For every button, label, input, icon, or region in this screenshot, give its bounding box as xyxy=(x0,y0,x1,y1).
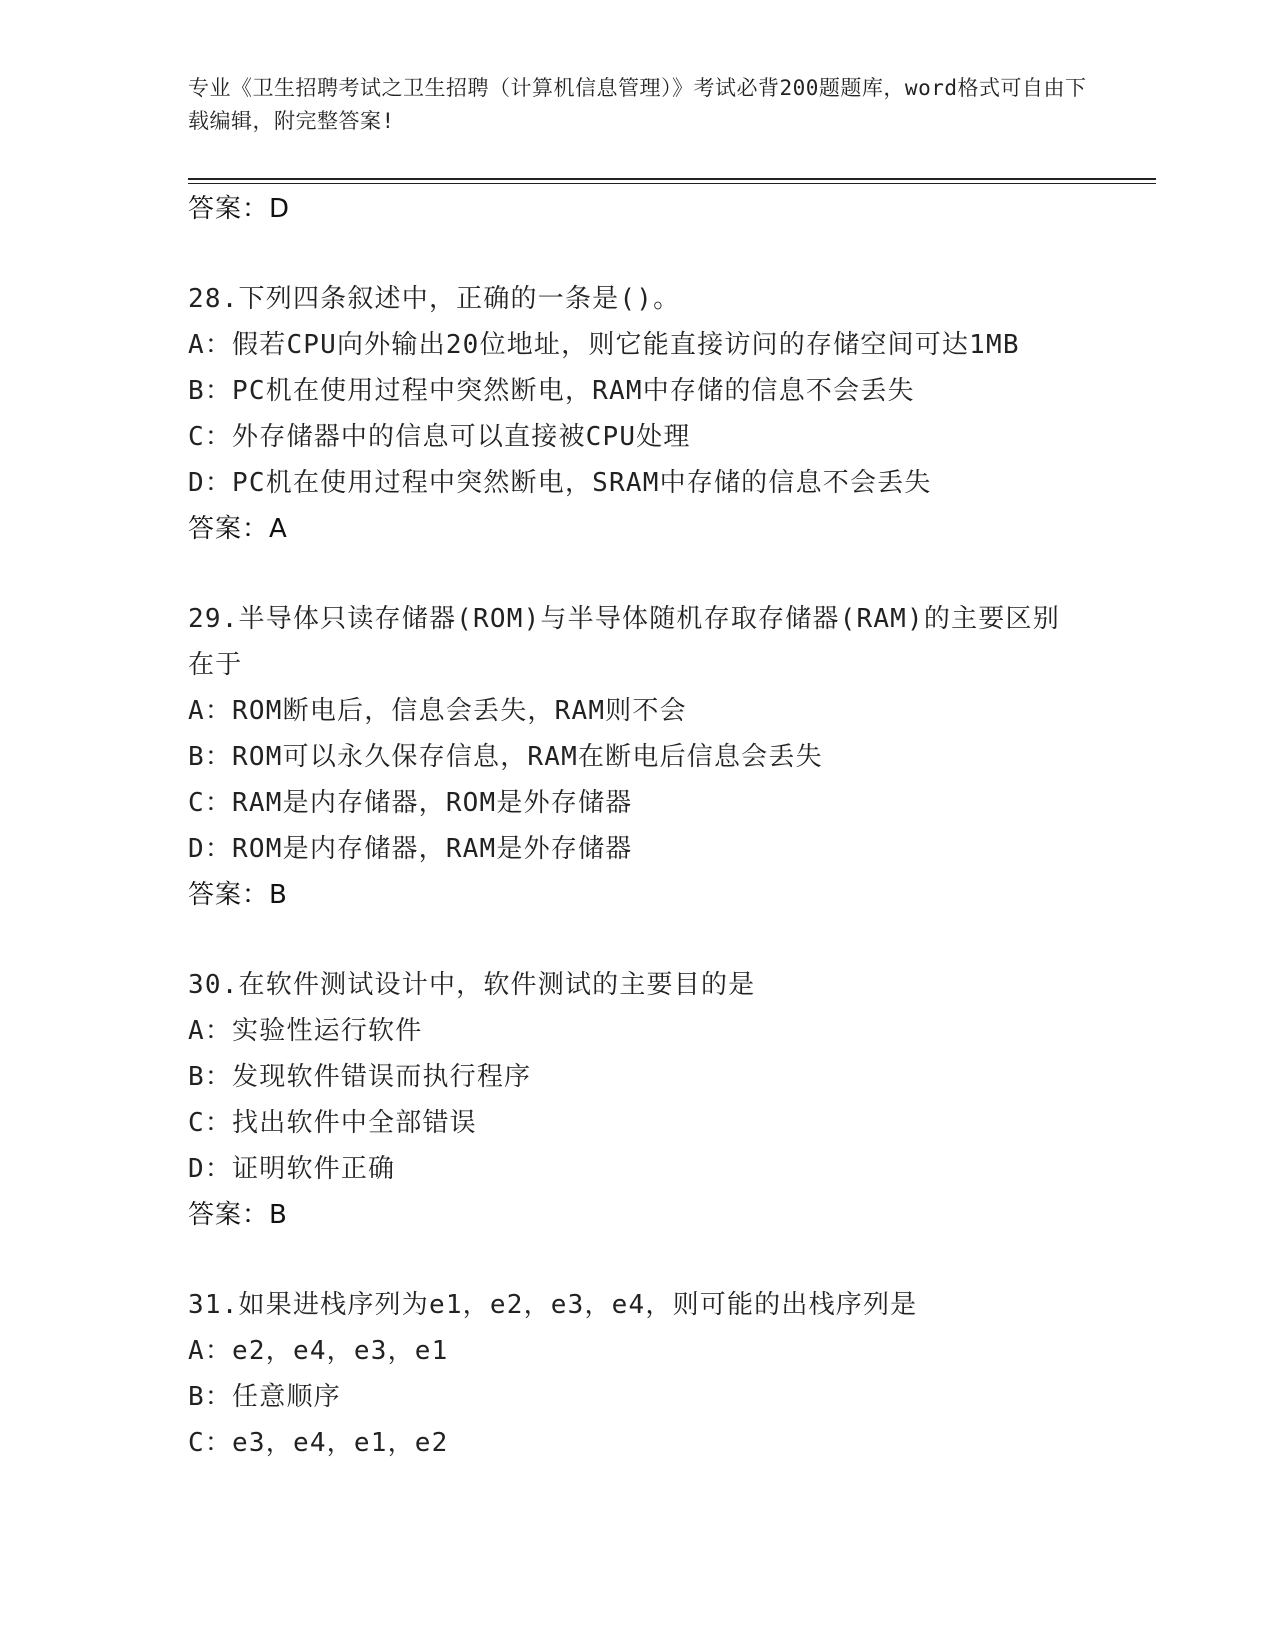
document-header: 专业《卫生招聘考试之卫生招聘（计算机信息管理）》考试必背200题题库，word格式可自由下载编辑，附完整答案! xyxy=(188,76,1087,133)
question-list xyxy=(188,184,1088,1466)
option-a: A：假若CPU向外输出20位地址，则它能直接访问的存储空间可达1MB xyxy=(188,330,1020,360)
option-d: D：ROM是内存储器，RAM是外存储器 xyxy=(188,834,633,864)
question-29 xyxy=(188,596,1088,918)
option-b: B：ROM可以永久保存信息，RAM在断电后信息会丢失 xyxy=(188,742,823,772)
option-c: C：RAM是内存储器，ROM是外存储器 xyxy=(188,788,633,818)
answer-label: 答案：A xyxy=(188,514,288,544)
option-c: C：e3，e4，e1，e2 xyxy=(188,1428,449,1458)
question-28 xyxy=(188,276,1088,552)
option-a: A：ROM断电后，信息会丢失，RAM则不会 xyxy=(188,696,687,726)
option-c: C：找出软件中全部错误 xyxy=(188,1108,477,1138)
option-b: B：任意顺序 xyxy=(188,1382,341,1412)
option-b: B：发现软件错误而执行程序 xyxy=(188,1062,532,1092)
question-stem: 29.半导体只读存储器(ROM)与半导体随机存取存储器(RAM)的主要区别在于 xyxy=(188,604,1060,680)
question-stem: 31.如果进栈序列为e1，e2，e3，e4，则可能的出栈序列是 xyxy=(188,1290,918,1320)
divider-line-thick xyxy=(188,178,1156,180)
option-d: D：证明软件正确 xyxy=(188,1154,396,1184)
option-d: D：PC机在使用过程中突然断电，SRAM中存储的信息不会丢失 xyxy=(188,468,932,498)
question-31 xyxy=(188,1282,1088,1466)
question-stem: 28.下列四条叙述中，正确的一条是()。 xyxy=(188,284,681,314)
option-c: C：外存储器中的信息可以直接被CPU处理 xyxy=(188,422,691,452)
option-b: B：PC机在使用过程中突然断电，RAM中存储的信息不会丢失 xyxy=(188,376,915,406)
answer-label: 答案：D xyxy=(188,194,291,224)
option-a: A：实验性运行软件 xyxy=(188,1016,423,1046)
answer-label: 答案：B xyxy=(188,1200,288,1230)
question-30 xyxy=(188,962,1088,1238)
answer-label: 答案：B xyxy=(188,880,288,910)
question-stem: 30.在软件测试设计中，软件测试的主要目的是 xyxy=(188,970,756,1000)
option-a: A：e2，e4，e3，e1 xyxy=(188,1336,449,1366)
